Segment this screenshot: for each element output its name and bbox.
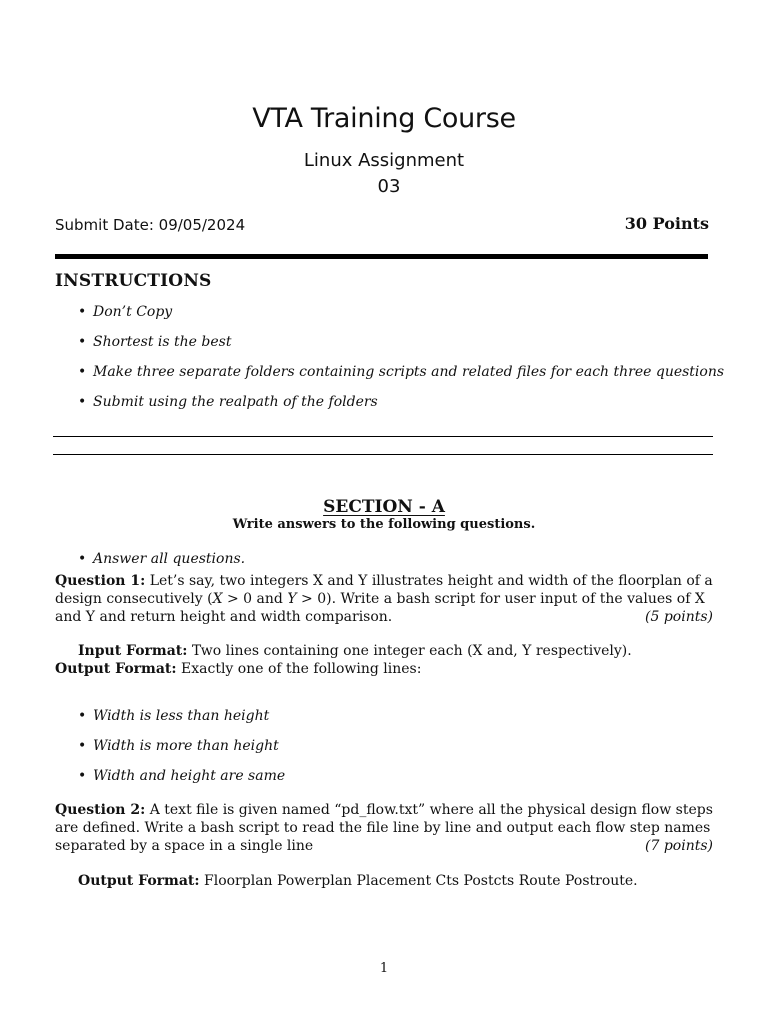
list-item <box>55 706 285 726</box>
bullet-icon: • <box>78 551 87 567</box>
instruction-text: Don’t Copy <box>93 304 173 320</box>
question-1-text-end: ). Write a bash script for user input of the values of X and Y and return height and width comparison. <box>55 591 705 625</box>
output-option: Width is less than height <box>93 708 270 724</box>
instruction-text: Shortest is the best <box>93 334 232 350</box>
question-1-label: Question 1: <box>55 573 146 589</box>
output-format-label: Output Format: <box>78 873 200 889</box>
page-number: 1 <box>379 961 389 976</box>
input-format-label: Input Format: <box>78 643 188 659</box>
instructions-divider-bottom <box>53 454 713 455</box>
list-item <box>55 302 724 322</box>
header-divider <box>55 254 708 259</box>
bullet-icon: • <box>78 304 87 320</box>
bullet-icon: • <box>78 334 87 350</box>
instructions-heading: INSTRUCTIONS <box>55 271 212 291</box>
math-variable-y: Y <box>287 591 297 607</box>
bullet-icon: • <box>78 768 87 784</box>
instructions-list <box>55 302 724 422</box>
list-item <box>55 736 285 756</box>
question-1 <box>55 572 713 626</box>
document-title: VTA Training Course <box>252 103 516 134</box>
question-1-input-format <box>78 642 632 660</box>
assignment-subtitle: Linux Assignment <box>303 150 465 171</box>
output-format-text: Exactly one of the following lines: <box>176 661 422 677</box>
list-item <box>55 392 724 412</box>
question-2-label: Question 2: <box>55 802 146 818</box>
question-1-text: Let’s say, two integers X and Y illustrates height and width of the floorplan of a design consecutively ( <box>55 573 713 607</box>
instruction-text: Make three separate folders containing scripts and related files for each three questions <box>93 364 725 380</box>
list-item <box>55 766 285 786</box>
assignment-number: 03 <box>377 176 401 197</box>
section-heading <box>0 496 768 518</box>
question-1-output-format <box>55 660 421 678</box>
section-heading-text: SECTION - A <box>323 497 445 517</box>
output-format-label: Output Format: <box>55 661 177 677</box>
question-1-conjunction: and <box>252 591 288 607</box>
section-note-list <box>55 549 245 569</box>
question-1-output-list <box>55 706 285 796</box>
bullet-icon: • <box>78 364 87 380</box>
math-relation-y: > 0 <box>296 591 327 607</box>
list-item <box>55 332 724 352</box>
question-2-text: A text file is given named “pd_flow.txt” where all the physical design flow steps are defined. Write a bash script to read the file line by line and output each flow step names separated by a space in a single line <box>55 802 713 854</box>
math-variable-x: X <box>212 591 223 607</box>
instructions-divider-top <box>53 436 713 437</box>
output-option: Width and height are same <box>93 768 286 784</box>
bullet-icon: • <box>78 708 87 724</box>
math-relation-x: > 0 <box>222 591 253 607</box>
section-subheading: Write answers to the following questions. <box>232 517 536 532</box>
submit-date: Submit Date: 09/05/2024 <box>55 216 246 234</box>
instruction-text: Submit using the realpath of the folders <box>93 394 378 410</box>
bullet-icon: • <box>78 394 87 410</box>
output-format-text: Floorplan Powerplan Placement Cts Postcts Route Postroute. <box>199 873 638 889</box>
question-1-points: (5 points) <box>645 609 713 625</box>
list-item <box>55 549 245 569</box>
question-2-output-format <box>78 872 638 890</box>
input-format-text: Two lines containing one integer each (X and, Y respectively). <box>187 643 632 659</box>
list-item <box>55 362 724 382</box>
question-2 <box>55 801 713 855</box>
question-2-points: (7 points) <box>645 838 713 854</box>
bullet-icon: • <box>78 738 87 754</box>
section-note: Answer all questions. <box>93 551 246 567</box>
total-points: 30 Points <box>624 214 709 233</box>
output-option: Width is more than height <box>93 738 279 754</box>
